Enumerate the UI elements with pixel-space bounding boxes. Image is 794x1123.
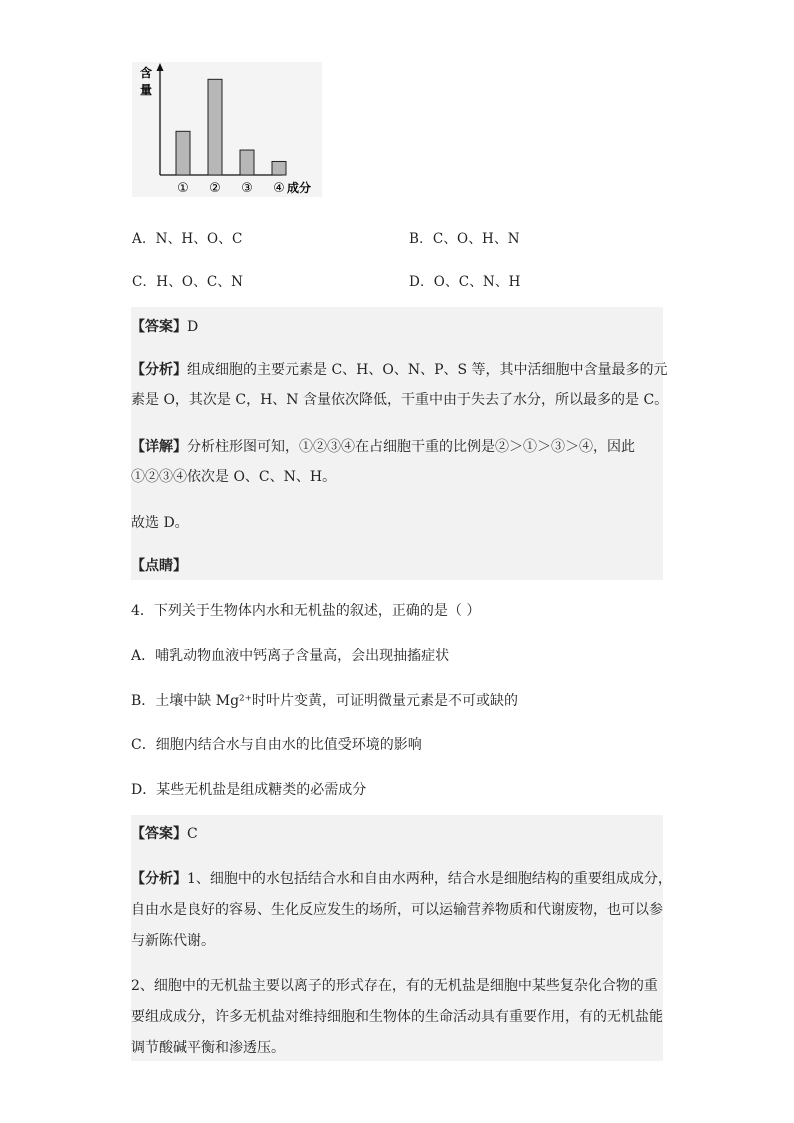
- q4-analysis-line-1: [131, 868, 672, 888]
- q4-analysis-line-3: 与新陈代谢。: [131, 933, 215, 949]
- q3-answer-block: [131, 307, 669, 580]
- q4-option-d: D．某些无机盐是组成糖类的必需成分: [131, 782, 367, 798]
- analysis-tag: 【分析】: [131, 362, 187, 378]
- q4-analysis-line-6: 调节酸碱平衡和渗透压。: [131, 1040, 285, 1056]
- x-label: 成分: [287, 181, 312, 195]
- answer-value: C: [187, 826, 198, 842]
- option-a: A．N、H、O、C: [132, 231, 243, 247]
- y-label-2: 量: [140, 83, 153, 97]
- answer-tag: 【答案】: [131, 826, 187, 842]
- q4-option-c: C．细胞内结合水与自由水的比值受环境的影响: [131, 737, 422, 753]
- q4-answer-line: [131, 823, 198, 843]
- tick-label-2: ②: [209, 181, 221, 196]
- q4-option-b: B．土壤中缺 Mg²⁺时叶片变黄，可证明微量元素是不可或缺的: [131, 693, 519, 709]
- q3-detail-line-1: [131, 436, 635, 456]
- q3-detail-line-2: ①②③④依次是 O、C、N、H。: [131, 469, 337, 485]
- tick-label-1: ①: [177, 181, 189, 196]
- q3-analysis-line-1: [131, 359, 668, 379]
- detail-tag: 【详解】: [131, 439, 187, 455]
- y-label-1: 含: [140, 66, 153, 80]
- bar-3: [240, 150, 254, 175]
- bar-chart: [132, 62, 322, 197]
- q4-analysis-line-5: 要组成成分，许多无机盐对维持细胞和生物体的生命活动具有重要作用，有的无机盐能: [131, 1009, 663, 1025]
- analysis-tag: 【分析】: [131, 871, 187, 887]
- bar-1: [176, 131, 190, 175]
- q4-option-a: A．哺乳动物血液中钙离子含量高，会出现抽搐症状: [131, 648, 450, 664]
- answer-value: D: [187, 319, 199, 335]
- q4-analysis-line-4: 2、细胞中的无机盐主要以离子的形式存在，有的无机盐是细胞中某些复杂化合物的重: [131, 978, 658, 994]
- bar-4: [272, 161, 286, 175]
- comment-tag: 【点睛】: [131, 558, 187, 574]
- option-d: D．O、C、N、H: [409, 274, 521, 290]
- detail-text-1: 分析柱形图可知，①②③④在占细胞干重的比例是②＞①＞③＞④，因此: [187, 439, 635, 455]
- q3-answer-line: [131, 316, 198, 336]
- q4-answer-block: [131, 815, 672, 1061]
- analysis-text-1: 1、细胞中的水包括结合水和自由水两种，结合水是细胞结构的重要组成成分，: [187, 871, 672, 887]
- option-b: B．C、O、H、N: [409, 231, 520, 247]
- tick-label-4: ④: [273, 181, 285, 196]
- q4-analysis-line-2: 自由水是良好的容易、生化反应发生的场所，可以运输营养物质和代谢废物，也可以参: [131, 902, 663, 918]
- option-c: C．H、O、C、N: [132, 274, 244, 290]
- q3-analysis-line-2: 素是 O，其次是 C，H、N 含量依次降低，干重中由于失去了水分，所以最多的是 C。: [131, 392, 669, 408]
- q3-conclusion: 故选 D。: [131, 515, 189, 531]
- q3-comment-line: [131, 555, 187, 575]
- tick-label-3: ③: [241, 181, 253, 196]
- q4-stem: 4．下列关于生物体内水和无机盐的叙述，正确的是（ ）: [131, 603, 481, 619]
- analysis-text-1: 组成细胞的主要元素是 C、H、O、N、P、S 等，其中活细胞中含量最多的元: [187, 362, 668, 378]
- answer-tag: 【答案】: [131, 319, 187, 335]
- bar-2: [208, 79, 222, 175]
- chart-svg: [132, 62, 322, 197]
